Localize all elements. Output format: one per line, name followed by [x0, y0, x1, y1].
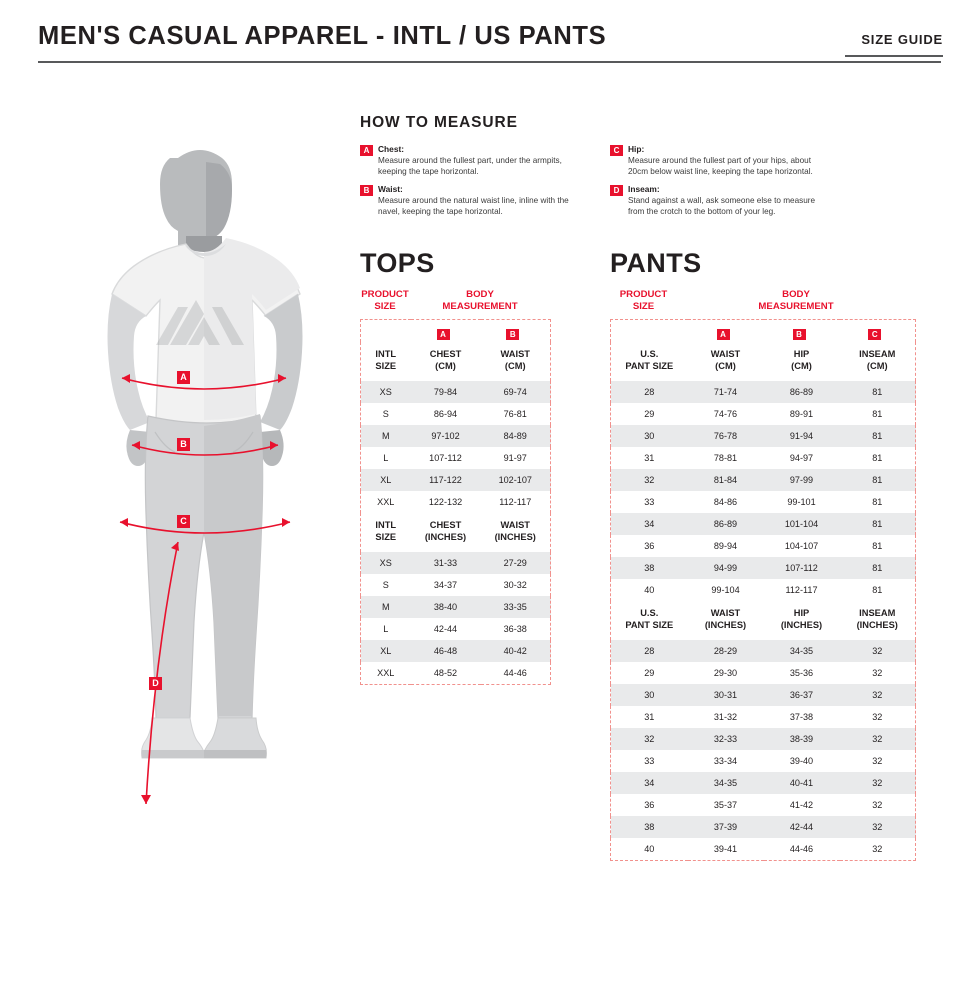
table-row: XL 46-48 40-42	[361, 640, 551, 662]
table-row: 29 29-30 35-36 32	[611, 662, 916, 684]
tops-in-col-0: INTL SIZE	[361, 513, 411, 552]
pants-product-size-header: PRODUCT SIZE	[619, 289, 668, 312]
how-to-measure-column-right	[610, 144, 820, 225]
page-header	[0, 0, 979, 70]
table-row: 32 81-84 97-99 81	[611, 469, 916, 491]
how-to-measure-column-left	[360, 144, 570, 225]
table-row: L 107-112 91-97	[361, 447, 551, 469]
pants-table-body	[611, 319, 916, 860]
table-row: 31 31-32 37-38 32	[611, 706, 916, 728]
table-row: 28 71-74 86-89 81	[611, 381, 916, 403]
size-guide-label: SIZE GUIDE	[861, 32, 943, 47]
table-row: 33 33-34 39-40 32	[611, 750, 916, 772]
table-row: 31 78-81 94-97 81	[611, 447, 916, 469]
badge-d-icon: D	[610, 185, 623, 196]
how-to-item-waist-text: Measure around the natural waist line, inline with the navel, keeping the tape horizontal.	[378, 196, 569, 217]
how-to-item-hip	[610, 144, 820, 177]
figure-label-d: D	[149, 677, 162, 690]
how-to-item-inseam-text: Stand against a wall, ask someone else to measure from the crotch to the bottom of your leg.	[628, 196, 816, 217]
pants-inches-header-row	[611, 601, 916, 640]
how-to-item-chest-name: Chest:	[378, 144, 405, 154]
tops-in-col-2: WAIST (INCHES)	[481, 513, 551, 552]
tops-badge-row	[361, 319, 551, 342]
tops-title: TOPS	[360, 248, 435, 278]
tops-cm-col-1: CHEST (CM)	[411, 342, 481, 381]
pants-in-col-3: INSEAM (INCHES)	[840, 601, 916, 640]
header-divider	[38, 61, 941, 63]
table-row: 36 35-37 41-42 32	[611, 794, 916, 816]
tops-cm-col-0: INTL SIZE	[361, 342, 411, 381]
table-row: XS 79-84 69-74	[361, 381, 551, 403]
how-to-measure-section	[360, 114, 940, 225]
page-title: MEN'S CASUAL APPAREL - INTL / US PANTS	[38, 22, 607, 50]
table-row: 38 94-99 107-112 81	[611, 557, 916, 579]
table-row: 40 99-104 112-117 81	[611, 579, 916, 601]
table-row: 30 30-31 36-37 32	[611, 684, 916, 706]
tops-product-size-header: PRODUCT SIZE	[361, 289, 409, 312]
figure-label-a: A	[177, 371, 190, 384]
pants-hip-badge-icon: B	[793, 329, 806, 340]
how-to-item-chest-text: Measure around the fullest part, under the armpits, keeping the tape horizontal.	[378, 155, 562, 176]
table-row: 40 39-41 44-46 32	[611, 838, 916, 861]
table-row: 34 34-35 40-41 32	[611, 772, 916, 794]
figure-label-c: C	[177, 515, 190, 528]
table-row: XS 31-33 27-29	[361, 552, 551, 574]
tops-chest-badge-icon: A	[437, 329, 450, 340]
pants-in-col-0: U.S. PANT SIZE	[611, 601, 688, 640]
table-row: S 86-94 76-81	[361, 403, 551, 425]
tops-table	[360, 319, 551, 685]
how-to-item-hip-name: Hip:	[628, 144, 645, 154]
pants-body-measurement-header: BODY MEASUREMENT	[758, 289, 834, 312]
tops-body-measurement-header: BODY MEASUREMENT	[442, 289, 518, 312]
pants-title: PANTS	[610, 248, 702, 278]
how-to-measure-title: HOW TO MEASURE	[360, 114, 518, 131]
pants-in-col-2: HIP (INCHES)	[764, 601, 840, 640]
badge-a-icon: A	[360, 145, 373, 156]
badge-c-icon: C	[610, 145, 623, 156]
pants-inseam-badge-icon: C	[868, 329, 881, 340]
mannequin-svg	[60, 140, 350, 880]
tops-table-body	[361, 319, 551, 684]
pants-cm-header-row	[611, 342, 916, 381]
tops-cm-col-2: WAIST (CM)	[481, 342, 551, 381]
tops-section	[360, 248, 550, 685]
pants-in-col-1: WAIST (INCHES)	[688, 601, 764, 640]
pants-cm-col-2: HIP (CM)	[764, 342, 840, 381]
table-row: 30 76-78 91-94 81	[611, 425, 916, 447]
how-to-item-chest	[360, 144, 570, 177]
how-to-item-hip-text: Measure around the fullest part of your hips, about 20cm below waist line, keeping the tape horizontal.	[628, 155, 813, 176]
how-to-item-waist-name: Waist:	[378, 184, 403, 195]
how-to-item-inseam-name: Inseam:	[628, 184, 660, 195]
table-row: S 34-37 30-32	[361, 574, 551, 596]
how-to-item-waist	[360, 184, 570, 217]
table-row: XL 117-122 102-107	[361, 469, 551, 491]
pants-waist-badge-icon: A	[717, 329, 730, 340]
table-row: M 38-40 33-35	[361, 596, 551, 618]
badge-b-icon: B	[360, 185, 373, 196]
pants-section	[610, 248, 915, 861]
pants-cm-col-3: INSEAM (CM)	[840, 342, 916, 381]
table-row: 28 28-29 34-35 32	[611, 640, 916, 662]
table-row: 33 84-86 99-101 81	[611, 491, 916, 513]
table-row: L 42-44 36-38	[361, 618, 551, 640]
tops-inches-header-row	[361, 513, 551, 552]
table-row: 38 37-39 42-44 32	[611, 816, 916, 838]
pants-badge-row	[611, 319, 916, 342]
how-to-item-inseam	[610, 184, 820, 217]
pants-column-group-headers	[610, 289, 915, 319]
pants-cm-col-1: WAIST (CM)	[688, 342, 764, 381]
pants-cm-col-0: U.S. PANT SIZE	[611, 342, 688, 381]
table-row: XXL 48-52 44-46	[361, 662, 551, 685]
table-row: 29 74-76 89-91 81	[611, 403, 916, 425]
tops-in-col-1: CHEST (INCHES)	[411, 513, 481, 552]
size-guide-underline	[845, 55, 943, 57]
table-row: M 97-102 84-89	[361, 425, 551, 447]
tops-waist-badge-icon: B	[506, 329, 519, 340]
table-row: XXL 122-132 112-117	[361, 491, 551, 513]
table-row: 34 86-89 101-104 81	[611, 513, 916, 535]
figure-label-b: B	[177, 438, 190, 451]
table-row: 32 32-33 38-39 32	[611, 728, 916, 750]
table-row: 36 89-94 104-107 81	[611, 535, 916, 557]
tops-column-group-headers	[360, 289, 550, 319]
pants-table	[610, 319, 916, 861]
mannequin-illustration	[60, 140, 350, 880]
tops-cm-header-row	[361, 342, 551, 381]
